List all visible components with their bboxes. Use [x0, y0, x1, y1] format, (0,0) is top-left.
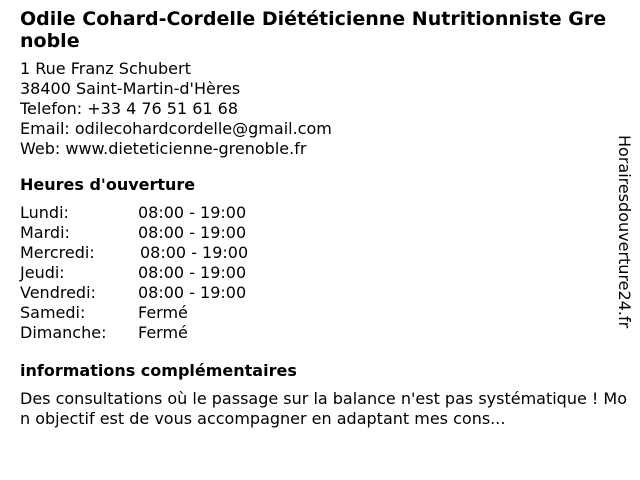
- hours-time: Fermé: [138, 323, 188, 342]
- site-watermark: Horairesdouverture24.fr: [615, 135, 634, 329]
- hours-day: Mercredi:: [20, 243, 95, 262]
- business-name: Odile Cohard-Cordelle Diététicienne Nutritionniste Grenoble: [20, 8, 607, 52]
- hours-day: Lundi:: [20, 203, 69, 222]
- hours-time: 08:00 - 19:00: [140, 243, 249, 262]
- web-line: Web: www.dieteticienne-grenoble.fr: [20, 139, 307, 158]
- hours-row: [20, 223, 616, 243]
- hours-row: [20, 303, 616, 323]
- hours-time: Fermé: [138, 303, 188, 322]
- contact-block: [20, 59, 616, 159]
- hours-day: Dimanche:: [20, 323, 107, 342]
- hours-row: [20, 263, 616, 283]
- hours-time: 08:00 - 19:00: [138, 203, 247, 222]
- hours-time: 08:00 - 19:00: [138, 263, 247, 282]
- additional-info-text: Des consultations où le passage sur la balance n'est pas systématique ! Mon objectif est de vous accompagner en adaptant mes cons...: [20, 389, 627, 428]
- hours-row: [20, 203, 616, 223]
- hours-time: 08:00 - 19:00: [138, 223, 247, 242]
- street-address: 1 Rue Franz Schubert: [20, 59, 191, 78]
- email-line: Email: odilecohardcordelle@gmail.com: [20, 119, 332, 138]
- hours-row: [20, 243, 616, 263]
- hours-row: [20, 323, 616, 343]
- hours-time: 08:00 - 19:00: [138, 283, 247, 302]
- city-address: 38400 Saint-Martin-d'Hères: [20, 79, 241, 98]
- opening-hours-table: [20, 203, 616, 343]
- hours-row: [20, 283, 616, 303]
- hours-day: Vendredi:: [20, 283, 96, 302]
- phone-line: Telefon: +33 4 76 51 61 68: [20, 99, 239, 118]
- additional-info-title: informations complémentaires: [20, 361, 297, 380]
- hours-day: Jeudi:: [20, 263, 65, 282]
- hours-day: Mardi:: [20, 223, 70, 242]
- hours-day: Samedi:: [20, 303, 86, 322]
- opening-hours-title: Heures d'ouverture: [20, 175, 196, 194]
